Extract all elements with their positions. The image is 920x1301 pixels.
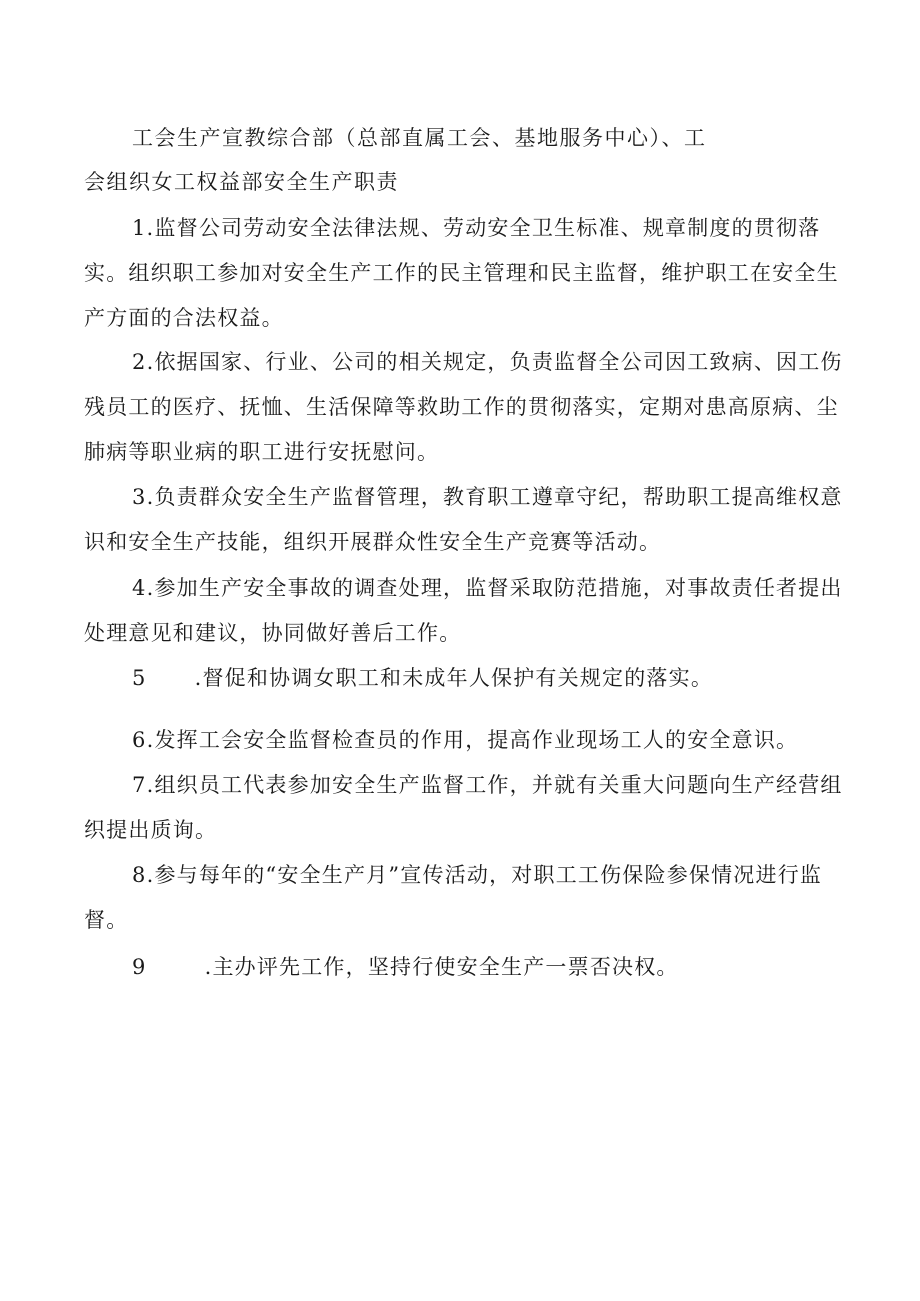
duty-item-4 [84,566,844,656]
item-text: .依据国家、行业、公司的相关规定，负责监督全公司因工致病、因工伤残员工的医疗、抚恤、生活保障等救助工作的贯彻落实，定期对患高原病、尘肺病等职业病的职工进行安抚慰问。 [84,350,843,464]
document-title-line-1: 工会生产宣教综合部（总部直属工会、基地服务中心）、工 [132,126,707,150]
item-text: .主办评先工作，坚持行使安全生产一票否决权。 [204,955,679,979]
item-text: .督促和协调女职工和未成年人保护有关规定的落实。 [194,666,714,690]
item-number: 6 [132,728,147,752]
item-number: 5 [132,666,147,690]
item-number: 7 [132,773,147,797]
item-text: .参加生产安全事故的调查处理，监督采取防范措施，对事故责任者提出处理意见和建议，协同做好善后工作。 [84,576,843,645]
item-number: 2 [132,350,147,374]
item-text: .组织员工代表参加安全生产监督工作，并就有关重大问题向生产经营组织提出质询。 [84,773,843,842]
duty-item-1 [84,206,844,341]
item-number: 1. [132,216,155,240]
item-text: .发挥工会安全监督检查员的作用，提高作业现场工人的安全意识。 [146,728,799,752]
item-text: .负责群众安全生产监督管理，教育职工遵章守纪，帮助职工提高维权意识和安全生产技能，组织开展群众性安全生产竞赛等活动。 [84,485,843,554]
duty-item-5 [84,656,844,701]
item-text: 监督公司劳动安全法律法规、劳动安全卫生标准、规章制度的贯彻落实。组织职工参加对安全生产工作的民主管理和民主监督，维护职工在安全生产方面的合法权益。 [84,216,839,330]
duty-item-6 [84,718,844,763]
duty-item-9 [84,945,844,990]
duty-item-8 [84,853,844,943]
item-number: 9 [132,955,147,979]
duty-item-3 [84,475,844,565]
duty-item-2 [84,340,844,475]
item-text: .参与每年的“安全生产月”宣传活动，对职工工伤保险参保情况进行监督。 [84,863,823,932]
document-title-line-2: 会组织女工权益部安全生产职责 [84,170,399,194]
item-number: 3 [132,485,147,509]
item-number: 8 [132,863,147,887]
item-number: 4 [132,576,147,600]
duty-item-7 [84,763,844,853]
